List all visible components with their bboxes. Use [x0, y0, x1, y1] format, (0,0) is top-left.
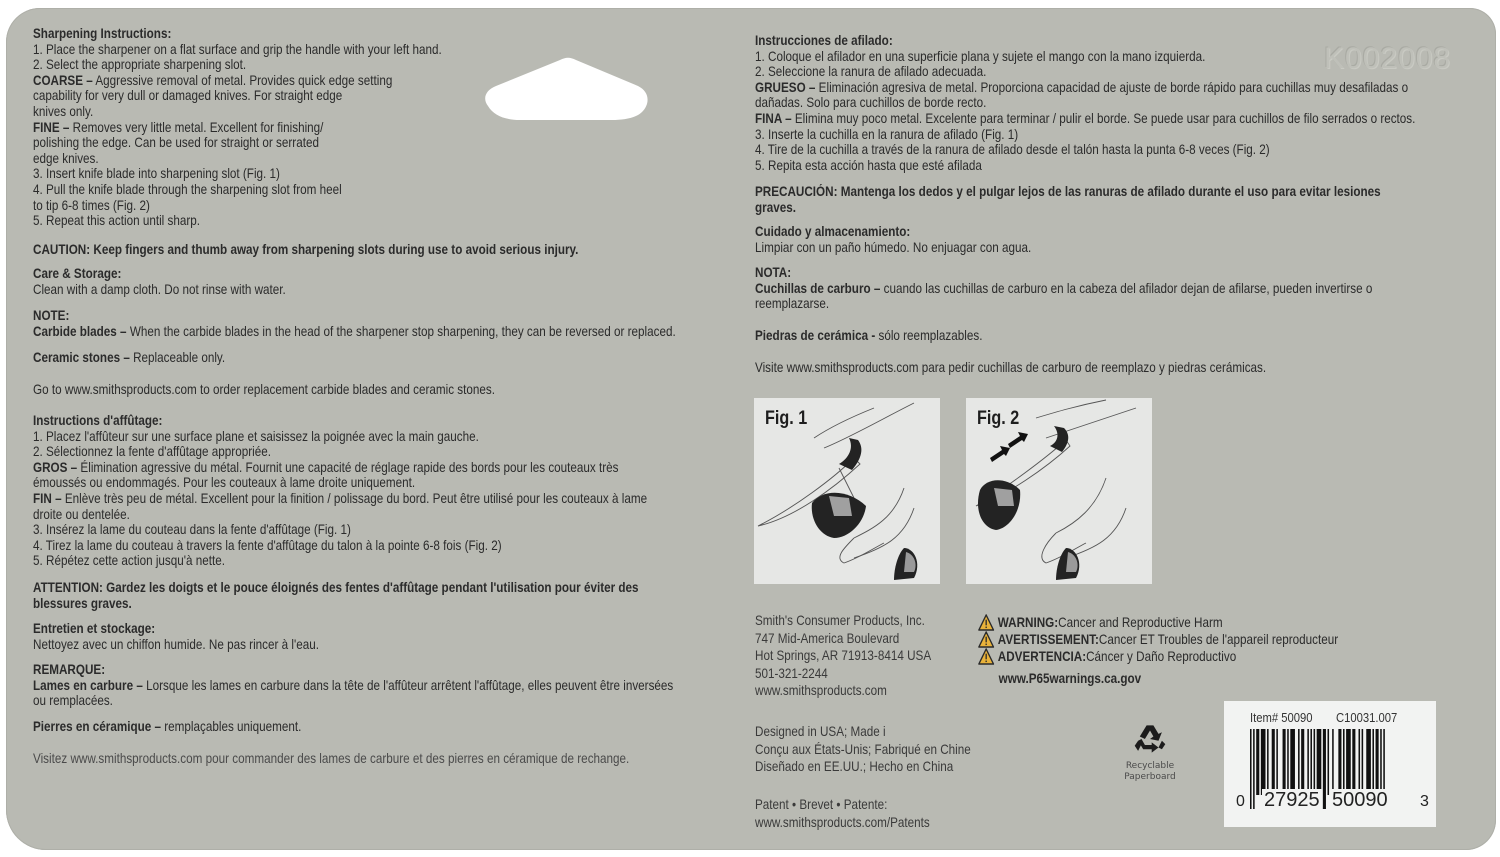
- company-line: Smith's Consumer Products, Inc.: [755, 613, 925, 628]
- french-step: 3. Insérez la lame du couteau dans la fente d'affûtage (Fig. 1): [33, 522, 351, 538]
- spanish-ceramic: [755, 328, 982, 344]
- barcode-bar: [1261, 729, 1266, 795]
- english-care: [33, 266, 286, 297]
- fin-text: droite ou dentelée.: [33, 506, 130, 522]
- barcode-bar: [1310, 729, 1312, 795]
- spanish-step: 1. Coloque el afilador en una superficie plana y sujete el mango con la mano izquierda.: [755, 48, 1206, 64]
- barcode-bar: [1376, 729, 1379, 795]
- recycle-icon: [1133, 722, 1167, 756]
- recycle-badge: [1122, 722, 1178, 783]
- product-code: C10031.007: [1335, 711, 1398, 725]
- origin-line: Conçu aux États-Unis; Fabriqué en Chine: [755, 741, 971, 757]
- english-title: Sharpening Instructions:: [33, 26, 172, 41]
- piedras-text: sólo reemplazables.: [875, 328, 983, 343]
- french-note-title: REMARQUE:: [33, 662, 106, 677]
- spanish-step: 2. Seleccione la ranura de afilado adecuada.: [755, 64, 987, 80]
- spanish-caution: [755, 184, 1381, 215]
- english-caution: CAUTION: Keep fingers and thumb away from sharpening slots during use to avoid serious injury.: [33, 242, 579, 257]
- french-instructions: [33, 413, 647, 569]
- barcode-bar: [1346, 729, 1351, 795]
- carbide-text: When the carbide blades in the head of the sharpener stop sharpening, they can be reversed or replaced.: [126, 323, 676, 339]
- pierres-text: remplaçables uniquement.: [161, 719, 302, 734]
- fin-label: FIN –: [33, 490, 62, 506]
- french-step: 2. Sélectionnez la fente d'affûtage appropriée.: [33, 444, 271, 460]
- recycle-text: [1122, 761, 1178, 783]
- barcode-bar: [1343, 729, 1345, 795]
- barcode-bar: [1359, 729, 1361, 795]
- barcode-bar: [1250, 729, 1252, 809]
- english-note: [33, 308, 676, 339]
- barcode-bar: [1256, 729, 1259, 795]
- barcode-bar: [1276, 729, 1278, 795]
- spanish-care: [755, 224, 1031, 255]
- french-care: [33, 621, 319, 652]
- english-step: 1. Place the sharpener on a flat surface and grip the handle with your left hand.: [33, 41, 442, 57]
- barcode-bar: [1314, 729, 1316, 795]
- prop65-warnings: [978, 614, 1338, 687]
- barcode-bar: [1283, 729, 1286, 795]
- fin-text: Enlève très peu de métal. Excellent pour la finition / polissage du bord. Peut être utilisé pour les couteaux à lame: [61, 490, 648, 506]
- figure-1-label: Fig. 1: [765, 408, 808, 429]
- french-step: 5. Répétez cette action jusqu'à nette.: [33, 553, 226, 569]
- barcode-bar: [1372, 729, 1374, 795]
- warning-text: Cancer and Reproductive Harm: [1058, 615, 1223, 630]
- warning-row: [978, 631, 1338, 648]
- spanish-step: 4. Tire de la cuchilla a través de la ranura de afilado desde el talón hasta la punta 6-8 veces (Fig. 2): [755, 142, 1270, 158]
- cuchillas-text: cuando las cuchillas de carburo en la cabeza del afilador dejan de afilarse, pueden invertirse o: [880, 280, 1373, 296]
- spanish-care-title: Cuidado y almacenamiento:: [755, 224, 911, 239]
- patent-line: Patent • Brevet • Patente:: [755, 797, 888, 812]
- spanish-step: 5. Repita esta acción hasta que esté afilada: [755, 157, 982, 173]
- french-care-title: Entretien et stockage:: [33, 621, 156, 636]
- grueso-label: GRUESO –: [755, 79, 816, 95]
- barcode-digit-left: 0: [1236, 793, 1245, 810]
- company-website: www.smithsproducts.com: [755, 683, 887, 699]
- barcode-bar: [1307, 729, 1309, 795]
- barcode-bar: [1328, 729, 1330, 795]
- carbide-label: Carbide blades –: [33, 323, 127, 339]
- english-step: to tip 6-8 times (Fig. 2): [33, 197, 150, 213]
- gros-text: émoussés ou endommagés. Pour les couteaux à lame droite uniquement.: [33, 475, 416, 491]
- french-order-text: Visitez www.smithsproducts.com pour commander des lames de carbure et des pierres en céramique de rechange.: [33, 751, 630, 766]
- fine-text: polishing the edge. Can be used for straight or serrated: [33, 135, 319, 151]
- fine-label: FINE –: [33, 119, 70, 135]
- english-step: 3. Insert knife blade into sharpening slot (Fig. 1): [33, 166, 280, 182]
- pierres-label: Pierres en céramique –: [33, 719, 162, 734]
- item-number: Item# 50090: [1250, 711, 1313, 725]
- grueso-text: Eliminación agresiva de metal. Proporciona capacidad de ajuste de borde rápido para cuchillas muy desafiladas o: [815, 79, 1409, 95]
- coarse-text: knives only.: [33, 103, 94, 119]
- p65-url: www.P65warnings.ca.gov: [998, 671, 1142, 686]
- warning-label: WARNING:: [997, 615, 1059, 630]
- embossed-code: K002008: [1324, 42, 1452, 75]
- english-care-text: Clean with a damp cloth. Do not rinse with water.: [33, 281, 286, 297]
- warning-triangle-icon: [978, 631, 994, 648]
- barcode-header: [1250, 711, 1397, 725]
- french-care-text: Nettoyez avec un chiffon humide. Ne pas rincer à l'eau.: [33, 636, 320, 652]
- barcode-bar: [1366, 729, 1371, 795]
- fina-text: Elimina muy poco metal. Excelente para terminar / pulir el borde. Se puede usar para cuchillos de filo serrados o rectos.: [791, 110, 1416, 126]
- spanish-caution-line: graves.: [755, 199, 796, 215]
- french-step: 1. Placez l'affûteur sur une surface plane et saisissez la poignée avec la main gauche.: [33, 428, 479, 444]
- spanish-note-title: NOTA:: [755, 265, 792, 280]
- barcode-bar: [1323, 729, 1326, 809]
- barcode-label: [1224, 701, 1436, 827]
- spanish-step: 3. Inserte la cuchilla en la ranura de afilado (Fig. 1): [755, 126, 1019, 142]
- english-ceramic: [33, 350, 225, 366]
- origin-line: Designed in USA; Made i: [755, 724, 886, 739]
- french-title: Instructions d'affûtage:: [33, 413, 163, 428]
- barcode-bar: [1332, 729, 1334, 795]
- french-attention-line: blessures graves.: [33, 595, 132, 611]
- english-instructions: [33, 26, 442, 229]
- french-step: 4. Tirez la lame du couteau à travers la fente d'affûtage du talon à la pointe 6-8 fois (Fig. 2): [33, 537, 502, 553]
- barcode-group-left: 27925: [1264, 789, 1320, 811]
- warning-label: ADVERTENCIA:: [997, 649, 1087, 664]
- ceramic-text: Replaceable only.: [129, 350, 226, 365]
- coarse-text: Aggressive removal of metal. Provides quick edge setting: [92, 72, 393, 88]
- barcode-bar: [1287, 729, 1289, 795]
- barcode-bar: [1272, 729, 1275, 795]
- spanish-order-text: Visite www.smithsproducts.com para pedir cuchillas de carburo de reemplazo y piedras cerámicas.: [755, 360, 1267, 375]
- coarse-text: capability for very dull or damaged knives. For straight edge: [33, 88, 343, 104]
- french-ceramic: [33, 719, 301, 735]
- piedras-label: Piedras de cerámica -: [755, 328, 876, 343]
- barcode-bar: [1298, 729, 1300, 795]
- company-address: [755, 612, 931, 700]
- company-line: Hot Springs, AR 71913-8414 USA: [755, 648, 932, 664]
- english-care-title: Care & Storage:: [33, 266, 122, 281]
- french-attention-line: ATTENTION: Gardez les doigts et le pouce éloignés des fentes d'affûtage pendant l'utilisation pour éviter des: [33, 580, 639, 595]
- patent-info: [755, 796, 930, 831]
- spanish-instructions: [755, 33, 1415, 173]
- barcode-bar: [1352, 729, 1355, 795]
- lames-text: ou remplacées.: [33, 693, 113, 709]
- french-attention: [33, 580, 639, 611]
- company-line: 747 Mid-America Boulevard: [755, 630, 900, 646]
- origin-info: [755, 723, 971, 776]
- barcode-bar: [1253, 729, 1255, 809]
- warning-row: [978, 648, 1338, 665]
- warning-triangle-icon: [978, 648, 994, 665]
- warning-text: Cancer ET Troubles de l'appareil reproducteur: [1098, 632, 1339, 647]
- hang-hole: [484, 54, 650, 122]
- barcode-bar: [1267, 729, 1269, 795]
- warning-row: [978, 614, 1338, 631]
- figure-2: [966, 398, 1152, 584]
- gros-label: GROS –: [33, 459, 78, 475]
- barcode-group-right: 50090: [1332, 789, 1388, 811]
- company-line: 501-321-2244: [755, 665, 828, 681]
- lames-label: Lames en carbure –: [33, 677, 143, 693]
- coarse-label: COARSE –: [33, 72, 93, 88]
- barcode-bar: [1362, 729, 1364, 795]
- cuchillas-text: reemplazarse.: [755, 296, 830, 312]
- warning-label: AVERTISSEMENT:: [997, 632, 1099, 647]
- english-step: 4. Pull the knife blade through the sharpening slot from heel: [33, 181, 342, 197]
- figure-1: [754, 398, 940, 584]
- grueso-text: dañadas. Solo para cuchillos de borde recto.: [755, 95, 987, 111]
- lames-text: Lorsque les lames en carbure dans la tête de l'affûteur arrêtent l'affûtage, elles peuvent être inversées: [142, 677, 674, 693]
- recycle-line: Recyclable: [1125, 761, 1175, 771]
- warning-triangle-icon: [978, 614, 994, 631]
- fine-text: Removes very little metal. Excellent for finishing/: [69, 119, 324, 135]
- english-order-text: Go to www.smithsproducts.com to order replacement carbide blades and ceramic stones.: [33, 382, 495, 397]
- barcode-digit-right: 3: [1420, 793, 1429, 810]
- spanish-title: Instrucciones de afilado:: [755, 33, 893, 48]
- english-step: 5. Repeat this action until sharp.: [33, 213, 201, 229]
- english-note-title: NOTE:: [33, 308, 70, 323]
- gros-text: Élimination agressive du métal. Fournit une capacité de réglage rapide des bords pour les couteaux très: [77, 459, 619, 475]
- spanish-caution-line: PRECAUCIÓN: Mantenga los dedos y el pulgar lejos de las ranuras de afilado durante el uso para evitar lesiones: [755, 184, 1381, 199]
- origin-line: Diseñado en EE.UU.; Hecho en China: [755, 759, 954, 775]
- spanish-care-text: Limpiar con un paño húmedo. No enjuagar con agua.: [755, 239, 1032, 255]
- barcode-bar: [1290, 729, 1295, 795]
- cuchillas-label: Cuchillas de carburo –: [755, 280, 881, 296]
- fina-label: FINA –: [755, 110, 792, 126]
- fine-text: edge knives.: [33, 150, 99, 166]
- english-step: 2. Select the appropriate sharpening slot.: [33, 57, 247, 73]
- spanish-note: [755, 265, 1372, 312]
- french-note: [33, 662, 673, 709]
- patent-url: www.smithsproducts.com/Patents: [755, 814, 930, 830]
- ceramic-label: Ceramic stones –: [33, 350, 130, 365]
- figure-2-label: Fig. 2: [977, 408, 1020, 429]
- barcode-bar: [1301, 729, 1304, 795]
- recycle-line: Paperboard: [1124, 772, 1176, 782]
- barcode-bar: [1338, 729, 1341, 795]
- warning-text: Cáncer y Daño Reproductivo: [1086, 649, 1237, 664]
